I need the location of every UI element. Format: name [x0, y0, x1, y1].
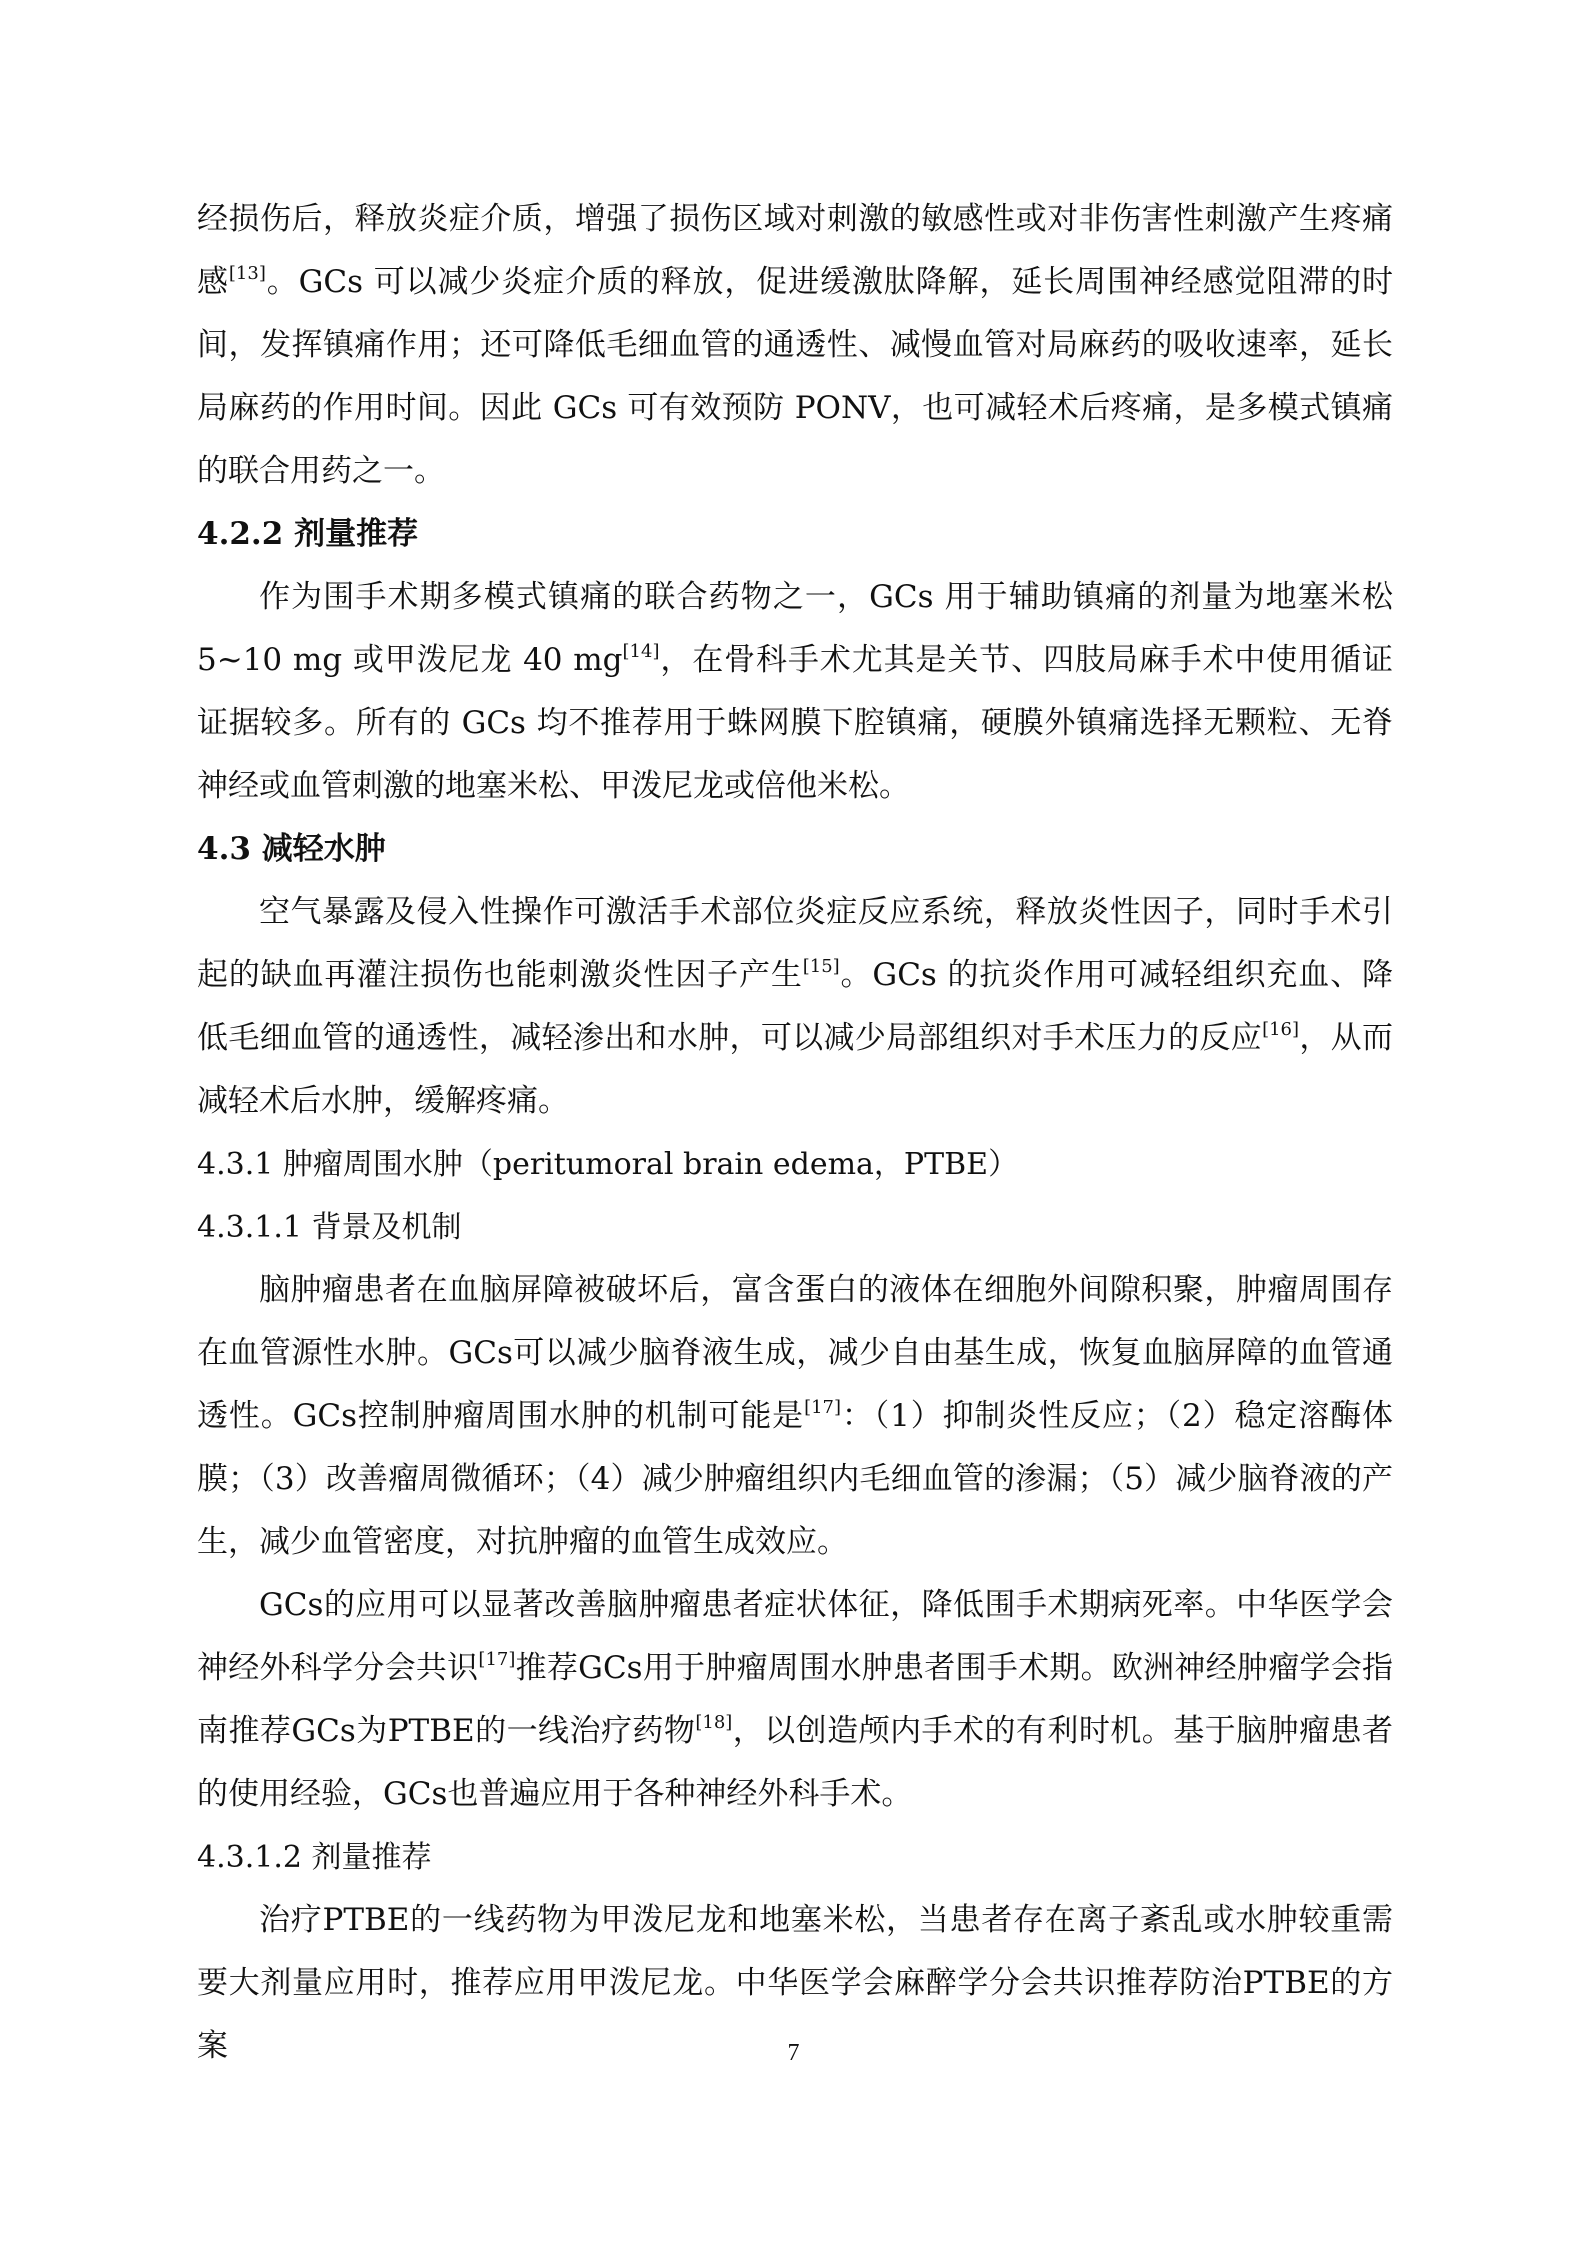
citation[interactable]: [17]: [478, 1649, 516, 1670]
paragraph-ptbe-mechanism: 脑肿瘤患者在血脑屏障被破坏后，富含蛋白的液体在细胞外间隙积聚，肿瘤周围存在血管源性水肿。GCs可以减少脑脊液生成，减少自由基生成，恢复血脑屏障的血管通透性。GCs控制肿瘤周围水肿的机制可能是[17]：（1）抑制炎性反应；（2）稳定溶酶体膜；（3）改善瘤周微循环；（4）减少肿瘤组织内毛细血管的渗漏；（5）减少脑脊液的产生，减少血管密度，对抗肿瘤的血管生成效应。: [197, 1272, 1393, 1560]
section-heading-4-3: 4.3 减轻水肿: [197, 831, 386, 867]
citation[interactable]: [18]: [695, 1712, 733, 1733]
section-heading-4-3-1: 4.3.1 肿瘤周围水肿（peritumoral brain edema，PTBE）: [197, 1147, 1019, 1182]
paragraph-analgesia-mechanism: 经损伤后，释放炎症介质，增强了损伤区域对刺激的敏感性或对非伤害性刺激产生疼痛感[13]。GCs 可以减少炎症介质的释放，促进缓激肽降解，延长周围神经感觉阻滞的时间，发挥镇痛作用；还可降低毛细血管的通透性、减慢血管对局麻药的吸收速率，延长局麻药的作用时间。因此 GCs 可有效预防 PONV，也可减轻术后疼痛，是多模式镇痛的联合用药之一。: [197, 201, 1394, 489]
document-body: [197, 188, 1393, 2078]
citation[interactable]: [13]: [228, 263, 266, 284]
paragraph-ptbe-dose: 治疗PTBE的一线药物为甲泼尼龙和地塞米松，当患者存在离子紊乱或水肿较重需要大剂量应用时，推荐应用甲泼尼龙。中华医学会麻醉学分会共识推荐防治PTBE的方案: [197, 1902, 1393, 2064]
section-heading-4-3-1-2: 4.3.1.2 剂量推荐: [197, 1840, 432, 1875]
citation[interactable]: [15]: [802, 956, 840, 977]
citation[interactable]: [17]: [804, 1397, 842, 1418]
paragraph-edema-mechanism: 空气暴露及侵入性操作可激活手术部位炎症反应系统，释放炎性因子，同时手术引起的缺血再灌注损伤也能刺激炎性因子产生[15]。GCs 的抗炎作用可减轻组织充血、降低毛细血管的通透性，减轻渗出和水肿，可以减少局部组织对手术压力的反应[16]，从而减轻术后水肿，缓解疼痛。: [197, 894, 1394, 1119]
section-heading-4-2-2: 4.2.2 剂量推荐: [197, 516, 419, 552]
citation[interactable]: [14]: [622, 641, 660, 662]
page-number: 7: [787, 2040, 800, 2066]
paragraph-ptbe-guidelines: GCs的应用可以显著改善脑肿瘤患者症状体征，降低围手术期病死率。中华医学会神经外科学分会共识[17]推荐GCs用于肿瘤周围水肿患者围手术期。欧洲神经肿瘤学会指南推荐GCs为PTBE的一线治疗药物[18]，以创造颅内手术的有利时机。基于脑肿瘤患者的使用经验，GCs也普遍应用于各种神经外科手术。: [197, 1587, 1394, 1812]
citation[interactable]: [16]: [1262, 1019, 1300, 1040]
paragraph-analgesia-dose: 作为围手术期多模式镇痛的联合药物之一，GCs 用于辅助镇痛的剂量为地塞米松 5~10 mg 或甲泼尼龙 40 mg[14]，在骨科手术尤其是关节、四肢局麻手术中使用循证证据较多。所有的 GCs 均不推荐用于蛛网膜下腔镇痛，硬膜外镇痛选择无颗粒、无脊神经或血管刺激的地塞米松、甲泼尼龙或倍他米松。: [197, 579, 1393, 804]
section-heading-4-3-1-1: 4.3.1.1 背景及机制: [197, 1210, 462, 1245]
